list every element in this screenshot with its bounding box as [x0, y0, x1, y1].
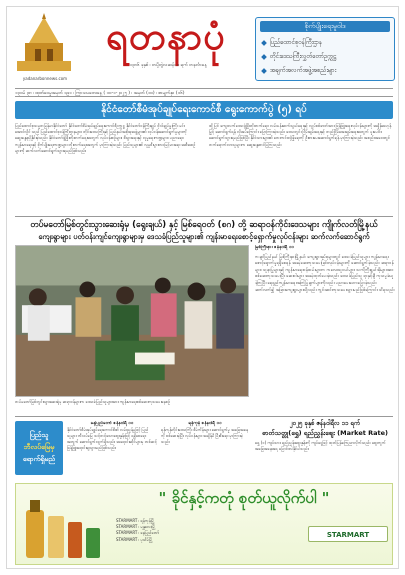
- teaser-item[interactable]: အချက်အလက်အဖွဲ့အစည်းများ: [262, 66, 390, 76]
- dateline: ၁၃၈၆ ခုနှစ် ၊ တပို့တွဲလဆန်း ၁ ရက် တနင်္လာနေ့: [129, 63, 207, 68]
- lead-headline[interactable]: နိုင်ငံတော်စီမံအုပ်ချုပ်ရေးကောင်စီ ရွေးကောက်ပွဲ (၅) ရပ်: [101, 104, 307, 115]
- second-headline-line-2[interactable]: ကျေးရွာများ ပတ်ဝန်းကျင်ကျေးရွာများမှ ဒေသခံပြည်သူများ၏ ကျန်းမာရေးစောင့်ရှောက်မှုလုပ်ငန်းများ ဆက်လက်ဆောင်ရွက်: [38, 232, 370, 241]
- bottom-story-b-dateline: ရန်ကုန် ဇန်နဝါရီ ၁၁: [188, 421, 222, 426]
- second-story-column: [255, 245, 395, 413]
- ad-slogan: " ခိုင်နှင့်ကတုံ စုတ်ယူလိုက်ပါ ": [158, 489, 330, 507]
- teaser-box: [255, 17, 395, 81]
- bottom-story-b-body: ရန်ကုန်တိုင်းဒေသကြီး စီမံကိန်းများ ဆောင်ရွက်မှု အခြေအနေကို စစ်ဆေးခဲ့ပြီး လုပ်ငန်းများ အချိန်မီ ပြီးစီးရေး မှာကြားခဲ့သည်။: [161, 427, 248, 444]
- divider: [15, 216, 393, 217]
- lead-story-col-1: ပြည်ထောင်စုသမ္မတမြန်မာနိုင်ငံတော် နိုင်ငံတော်စီမံအုပ်ချုပ်ရေးကောင်စီဥက္ကဋ္ဌ နိုင်ငံတော်ဝန်ကြီးချုပ် ဗိုလ်ချုပ်မှူးကြီး မင်းအောင်လှိုင် သည် ပြည်ထောင်စုဝန်ကြီးဌာနများ၊ တိုင်းဒေသကြီးနှင့် ပြည်နယ်အစိုးရအဖွဲ့များ၏ လုပ်ငန်းဆောင်ရွက်မှုများကို ဆွေးနွေးညှိနှိုင်းခဲ့သည်။ နိုင်ငံတော်ဖွံ့ဖြိုးတိုးတက်ရေးအတွက် လုပ်ငန်းစဉ်များ၊ စီးပွားရေးနှင့် လူမှုရေးကဏ္ဍများ၊ ပညာရေး၊ ကျန်းမာရေးနှင့် စိုက်ပျိုးရေးကဏ္ဍများ တိုးတက်ရေးအတွက် မှာကြားခဲ့သည်။ ပြည်သူများ၏ လူမှုစီးပွားဘဝမြင့်မားရေး အစီအစဉ်များကို ဆက်လက်ဆောင်ရွက်သွားရမည်ဖြစ်သည်။: [15, 123, 196, 153]
- market-body: ရွှေ (၁) ကျပ်သား ရည်ညွှန်းဈေးနှုန်းကို ကျပ်ငွေဖြင့် ထုတ်ပြန်ကြေညာလိုက်သည်။ ဈေးကွက်အခြေအနေအရ ပြောင်းလဲနိုင်ပါသည်။: [255, 440, 386, 451]
- ad-store-line: STARMART ၊ မန္တလေးမြို့: [116, 524, 156, 530]
- teaser-item[interactable]: တိုင်းဒေသကြီးလွှတ်တော်ဥက္ကဋ္ဌ: [262, 52, 390, 62]
- teaser-heading: စိုက်ပျိုးရေးမူဝါဒ: [260, 21, 390, 32]
- teaser-item[interactable]: ပြည်ထောင်စုဝန်ကြီးဌာန: [262, 38, 390, 48]
- product-bottles-icon: [22, 492, 104, 562]
- ad-store-line: STARMART ၊ နေပြည်တော်: [116, 530, 160, 536]
- ad-store-line: STARMART ၊ ပုသိမ်မြို့: [116, 536, 153, 542]
- bullet-icon: [261, 40, 267, 46]
- lead-story: [15, 123, 393, 213]
- advertisement[interactable]: [15, 483, 393, 565]
- market-date: ၂၀၂၅ ခုနှစ် ဇန်နဝါရီလ ၁၁ ရက်: [289, 420, 361, 427]
- issue-line: ၁၃ဝမ် ၃၈ ၊ ထုတ်ဝေမှုအမှတ် ၁၉၁ ၊ ကြာသပတေးနေ့ ( ၁၀-၁-၂၀၂၅ ) ၊ အမှတ် (၁၀) ၊ စာမျက်နှာ (၁၆): [15, 88, 393, 97]
- cement-promo-line-2: ဘီလပ်မြေမှ: [23, 443, 55, 451]
- bullet-icon: [261, 54, 267, 60]
- lead-story-col-2: ထို့ပြင် ကျေးလက်ဒေသဖွံ့ဖြိုးတိုးတက်ရေး၊ လမ်းပန်းဆက်သွယ်ရေးနှင့် လျှပ်စစ်ဓာတ်အား ဖြန့်ဖြူးရေးလုပ်ငန်းများကို အရှိန်အဟုန်မြှင့် ဆောင်ရွက်ရန် လိုအပ်ကြောင်း ပြောကြားခဲ့သည်။ ဒေသတွင်း ငြိမ်းချမ်းရေးနှင့် တည်ငြိမ်အေးချမ်းရေးအတွက် ပူးပေါင်းဆောင်ရွက်သွားရမည်ဖြစ်ပြီး နိုင်ငံသားများ၏ ဘေးကင်းလုံခြုံရေးကို ဦးစားပေးဆောင်ရွက်ရန် မှာကြားခဲ့သည်။ အစည်းအဝေးတွင် တက်ရောက်လာသူများက ဆွေးနွေးတင်ပြကြသည်။: [209, 123, 392, 147]
- newspaper-page: [6, 6, 399, 569]
- cement-promo-line-1: ပြည်သူ: [29, 431, 49, 439]
- cement-promo-line-3: ရောက်ရှိမည်: [22, 455, 56, 463]
- ad-brand-logo: STARMART: [308, 526, 388, 542]
- medical-camp-photo: [15, 245, 249, 397]
- bottom-story-a: [67, 421, 157, 477]
- second-story-body: ကချင်ပြည်နယ် မြစ်ကြီးနားမြို့နယ်၊ ကျေးရွာအုပ်စုများတွင် ဒေသခံပြည်သူများ ကျန်းမာရေးစောင့်ရှောက်မှုရရှိစေရန် အခမဲ့ဆေးကုသပေးခြင်းလုပ်ငန်းများကို ဆောင်ရွက်ခဲ့သည်။ ဆရာဝန်များ၊ သူနာပြုများနှင့် ကျန်းမာရေးဝန်ထမ်းများက ကလေးသူငယ်များ၊ သက်ကြီးရွယ်အိုများအား စစ်ဆေးကုသပေးပြီး ဆေးဝါးများ အခမဲ့ထုတ်ပေးခဲ့သည်။ ဒေသခံပြည်သူ ရာနှင့်ချီ ကုသမှုခံယူခဲ့ကြပြီး ရေရှည်ကျန်းမာရေးအကြံပြုချက်များကိုလည်း ပညာပေးဟောပြောခဲ့သည်။ ဆက်လက်၍ အခြားကျေးရွာများသို့လည်း ကွင်းဆင်းကုသပေးသွားမည်ဖြစ်ကြောင်း သိရသည်။: [255, 253, 395, 292]
- second-story-dateline: မြစ်ကြီးနား ဇန်နဝါရီ ၁၁: [255, 245, 294, 250]
- gold-market-rate: [255, 419, 395, 477]
- ad-store-line: STARMART ၊ ရန်ကုန်မြို့: [116, 518, 155, 523]
- website-url[interactable]: yadanarbonnews.com: [22, 76, 68, 81]
- second-headline-line-1[interactable]: တပ်မတော်မြစ်တွင်းသွားဆေးရုံမှ (ရွေးချယ်) နှင့် မြစ်ရေဝတ် (စဂ) တို့ ဆရာဝန်ကိုင်းဒေသများ ကျိုက်လတ်မြို့နယ်: [30, 220, 378, 230]
- bottom-story-a-body: နိုင်ငံတော်စီမံအုပ်ချုပ်ရေးကောင်စီ၏ လမ်းညွှန်မှုဖြင့် ပြည်သူများ ဘီလပ်မြေ သင့်တင့်သောဈေးနှုန်းဖြင့် ရရှိစေရေးအတွက် ဆောင်ရွက်လျက်ရှိသည်။ အရောင်းဆိုင်များမှ တစ်ဆင့် ဖြန့်ဖြူးရောင်းချသွားမည်ဖြစ်သည်။: [67, 427, 157, 450]
- bottom-story-a-dateline: နေပြည်တော် ဇန်နဝါရီ ၁၁: [90, 421, 134, 426]
- cement-promo-box[interactable]: [15, 421, 63, 475]
- bullet-icon: [261, 68, 267, 74]
- masthead: [7, 7, 399, 87]
- pagoda-emblem-icon: [15, 13, 73, 75]
- photo-caption: တပ်မတော်မြစ်တွင်းသွားဆေးရုံမှ ဆရာဝန်များက ဒေသခံပြည်သူများအား ကျန်းမာရေးစစ်ဆေးကုသပေးနေစဉ်: [15, 399, 171, 404]
- lead-headline-banner: [15, 101, 393, 119]
- divider: [15, 416, 393, 417]
- market-heading[interactable]: ဓာတ်သတ္တု(ရွှေ) ရည်ညွှန်းဈေး (Market Rate): [262, 429, 388, 437]
- newspaper-logo: ရတနာပုံ: [106, 13, 226, 58]
- bottom-story-b: [161, 421, 249, 477]
- ad-store-list: [116, 518, 296, 543]
